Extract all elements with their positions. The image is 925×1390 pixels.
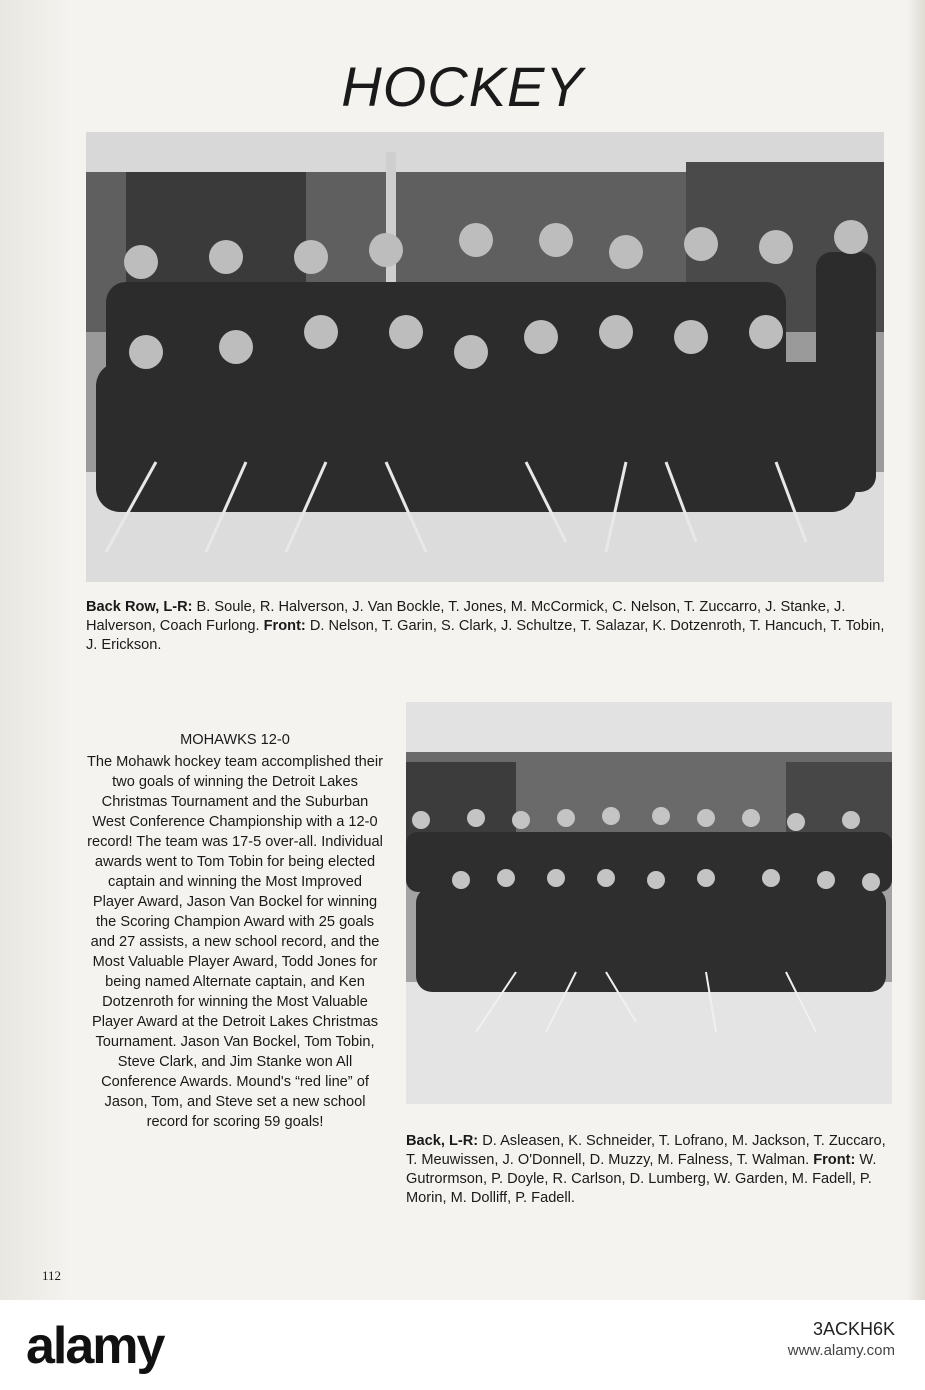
jv-photo-illustration bbox=[406, 702, 892, 1104]
varsity-team-photo bbox=[86, 132, 884, 582]
jv-caption-back-names: D. Asleasen, K. Schneider, T. Lofrano, M. Jackson, T. Zuccaro, T. Meuwissen, J. O'Donnell, D. Muzzy, M. Falness, T. Walman. bbox=[406, 1133, 886, 1168]
jv-caption-back-label: Back, L-R: bbox=[406, 1133, 479, 1149]
varsity-caption-front-label: Front: bbox=[263, 618, 306, 634]
watermark-footer bbox=[0, 1300, 925, 1390]
jv-caption-front-label: Front: bbox=[813, 1152, 856, 1168]
story-body: The Mohawk hockey team accomplished their two goals of winning the Detroit Lakes Christmas Tournament and the Suburban West Conference Championship with a 12-0 record! The team was 17-5 over-all. Individual awards went to Tom Tobin for being elected captain and winning the Most Improved Player Award, Jason Van Bockel for winning the Scoring Champion Award with 25 goals and 27 assists, a new school record, and the Most Valuable Player Award, Todd Jones for being named Alternate captain, and Ken Dotzenroth for winning the Most Valuable Player Award at the Detroit Lakes Christmas Tournament. Jason Van Bockel, Tom Tobin, Steve Clark, and Jim Stanke won All Conference Awards. Mound's “red line” of Jason, Tom, and Steve set a new school record for scoring 59 goals! bbox=[86, 754, 384, 1130]
varsity-caption-front-names: D. Nelson, T. Garin, S. Clark, J. Schultze, T. Salazar, K. Dotzenroth, T. Hancuch, T. Tobin, J. Erickson. bbox=[86, 618, 885, 653]
page-title: HOCKEY bbox=[341, 55, 584, 118]
varsity-caption-back-label: Back Row, L-R: bbox=[86, 599, 193, 615]
footer-logo: alamy bbox=[26, 1317, 164, 1375]
footer-image-info bbox=[788, 1318, 895, 1362]
page-number: 112 bbox=[42, 1268, 62, 1283]
footer-url[interactable]: www.alamy.com bbox=[787, 1342, 895, 1359]
varsity-photo-caption bbox=[86, 598, 886, 655]
jv-caption-front-names: W. Gutrormson, P. Doyle, R. Carlson, D. Lumberg, W. Garden, M. Fadell, P. Morin, M. Dolliff, P. Fadell. bbox=[406, 1152, 877, 1206]
footer-image-id: 3ACKH6K bbox=[812, 1319, 895, 1339]
story-headline: MOHAWKS 12-0 bbox=[180, 732, 290, 748]
varsity-caption-back-names: B. Soule, R. Halverson, J. Van Bockle, T. Jones, M. McCormick, C. Nelson, T. Zuccarro, J. Stanke, J. Halverson, Coach Furlong. bbox=[86, 599, 846, 634]
page-gutter-shadow bbox=[0, 0, 70, 1300]
jv-team-photo bbox=[406, 702, 892, 1104]
varsity-photo-illustration bbox=[86, 132, 884, 582]
jv-photo-caption bbox=[406, 1132, 896, 1208]
page-edge-shadow bbox=[907, 0, 925, 1300]
